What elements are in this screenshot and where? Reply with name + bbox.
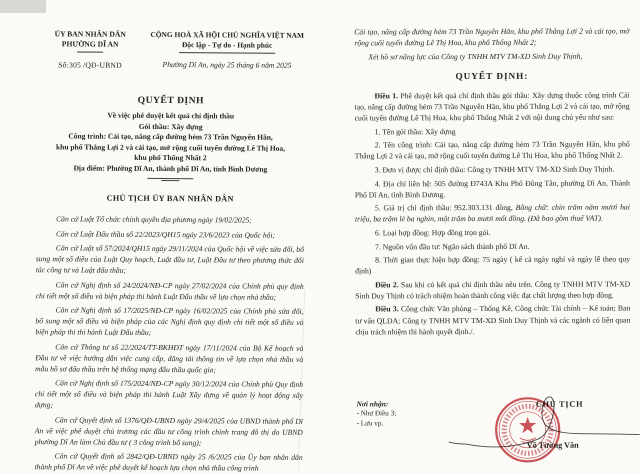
article-1-paragraph — [354, 89, 629, 123]
recital-paragraph: Căn cứ Quyết định số 1376/QĐ-UBND ngày 29/4/2025 của UBND thành phố Dĩ An về việc phê duyệt chủ trương các đầu tư công trình chỉnh trang đô thị do UBND phường Dĩ An làm Chủ đầu tư ( 3 công trình bổ sung); — [34, 414, 303, 447]
article-3-text: Công chức Văn phòng – Thống Kê, Công chức Tài chính – Kế toán; Ban tư vấn QLDA; Công ty TNHH MTV TM-XD Sinh Duy Thịnh và các ngành có liên quan chịu trách nhiệm thi hành quyết định./. — [355, 303, 631, 337]
recitals-block — [35, 213, 305, 474]
recipients-label: Nơi nhận: — [356, 399, 389, 409]
item-paragraph: 4. Địa chỉ liên hệ: 505 đường Đ743A Khu Phố Đông Tân, phường Dĩ An, Thành Phố Dĩ An, tỉnh Bình Dương. — [354, 178, 630, 200]
star-icon — [519, 417, 536, 433]
recipients-block — [357, 399, 397, 429]
document-title: QUYẾT ĐỊNH — [137, 94, 205, 107]
document-number: Số:305 /QĐ-UBND — [58, 60, 122, 70]
header-divider — [77, 51, 103, 52]
recital-paragraph: Căn cứ Thông tư số 22/2024/TT-BKHĐT ngày 17/11/2024 của Bộ Kế hoạch và Đầu tư về việc hướng dẫn việc cung cấp, đăng tải thông tin về lựa chọn nhà thầu và mẫu hồ sơ đấu thầu trên hệ thống mạng đấu thầu quốc gia; — [35, 341, 304, 374]
signer-title: CHỦ TỊCH — [535, 399, 584, 409]
chairman-heading: CHỦ TỊCH ỦY BAN NHÂN DÂN — [106, 193, 234, 204]
article-3-paragraph — [355, 303, 630, 337]
document-subtitle-block — [36, 110, 304, 175]
item-paragraph: 7. Nguồn vốn đầu tư: Ngân sách thành phố Dĩ An. — [375, 241, 530, 251]
motto-divider — [179, 52, 275, 54]
signer-name: Võ Tường Vân — [526, 440, 579, 450]
title-divider — [161, 180, 179, 181]
recital-paragraph: Căn cứ Luật Tổ chức chính quyền địa phương ngày 19/02/2025; — [56, 214, 252, 225]
item-5-paragraph — [355, 202, 630, 225]
recital-paragraph: Căn cứ Quyết định số 2842/QĐ-UBND ngày 25 /6/2025 của Ủy ban nhân dân thành phố Dĩ An về việc phê duyệt kế hoạch lựa chọn nhà thầu công trình — [34, 451, 303, 473]
nation-title: CỘNG HOÀ XÃ HỘI CHỦ NGHĨA VIỆT NAM — [150, 29, 304, 40]
recital-paragraph: Căn cứ Luật số 57/2024/QH15 ngày 29/11/2024 của Quốc hội về việc sửa đổi, bổ sung một số điều của Luật Quy hoạch, Luật đầu tư, Luật Đầu tư theo phương thức đối tác công tư và Luật đấu thầu; — [35, 243, 304, 275]
article-1-text: Phê duyệt kết quả chỉ định thầu gói thầu: Xây dựng thuộc công trình Cải tạo, nâng cấp đường hẻm 73 Trần Nguyên Hãn, khu phố Thắng Lợi 2 và cải tạo, mở rộng cuối tuyến đường Lê Thị Hoa, khu phố Thống Nhất 2 với nội dung chủ yếu như sau: — [354, 90, 630, 123]
recital-paragraph: Căn cứ Nghị định số 175/2024/NĐ-CP ngày 30/12/2024 của Chính phủ Quy định chi tiết một số điều và biện pháp thi hành Luật Xây dựng về quản lý hoạt động xây dựng; — [34, 378, 304, 410]
item-paragraph: 3. Đơn vị được chỉ định thầu: Công ty TNHH MTV TM-XD Sinh Duy Thịnh. — [374, 164, 615, 175]
article-1-label: Điều 1. — [374, 91, 399, 101]
subtitle-line: Công trình: Cải tạo, nâng cấp đường hẻm 73 Trần Nguyên Hãn, — [68, 131, 273, 142]
subtitle-line: Địa điểm: Phường Dĩ An, thành phố Dĩ An, tỉnh Bình Dương — [73, 163, 268, 174]
lead-paragraph: Xét hồ sơ năng lực của Công ty TNHH MTV TM-XD Sinh Duy Thịnh, — [368, 51, 583, 62]
official-seal-stamp — [493, 395, 563, 465]
recipient-line: - Như Điều 3; — [356, 409, 397, 418]
national-motto-block — [149, 30, 305, 72]
item-paragraph: 8. Thời gian thực hiện hợp đồng: 75 ngày ( kể cả ngày nghỉ và ngày lễ theo quy định) — [355, 254, 631, 276]
document-header — [37, 29, 305, 72]
date-line: Phường Dĩ An, ngày 25 tháng 6 năm 2025 — [162, 60, 292, 70]
article-2-text: Sau khi có kết quả chỉ định thầu nêu trên. Công ty TNHH MTV TM-XD Sinh Duy Thịnh có trách nhiệm hoàn thành công việc đạt chất lượng theo hợp đồng. — [355, 279, 631, 301]
article-2-label: Điều 2. — [375, 280, 399, 290]
subtitle-line: khu phố Thắng Lợi 2 và cải tạo, mở rộng cuối tuyến đường Lê Thị Hoa, — [55, 142, 286, 153]
subtitle-line: Về việc phê duyệt kết quả chỉ định thầu — [107, 110, 235, 121]
title-divider — [147, 177, 193, 178]
lead-paragraph: Cải tạo, nâng cấp đường hẻm 73 Trần Nguyên Hãn, khu phố Thắng Lợi 2 và cải tạo, mở rộng cuối tuyến đường Lê Thị Hoa, khu phố Thống Nhất 2; — [354, 26, 630, 48]
article-2-paragraph — [355, 278, 630, 301]
page-2 — [319, 0, 640, 470]
articles-block — [354, 89, 630, 337]
authority-name-line2: PHƯỜNG DĨ AN — [61, 39, 119, 49]
item-paragraph: 6. Loại hợp đồng: Hợp đồng trọn gói. — [374, 227, 491, 238]
item-5-amount: 5. Giá trị chỉ định thầu: 952.303.131 đồng, — [374, 203, 516, 213]
subtitle-line: Gói thầu: Xây dựng — [138, 121, 203, 131]
item-5-words: Bằng chữ: chín trăm năm mươi hai triệu, ba trăm lẻ ba nghìn, một trăm ba mươi mốt đồng. (Đã bao gồm thuế VAT). — [354, 202, 630, 224]
recital-paragraph: Căn cứ Nghị định số 24/2024/NĐ-CP ngày 27/02/2024 của Chính phủ quy định chi tiết một số điều và biện pháp thi hành Luật Đấu thầu về lựa chọn nhà thầu; — [35, 279, 304, 302]
item-paragraph: 2. Tên công trình: Cải tạo, nâng cấp đường hẻm 73 Trần Nguyên Hãn, khu phố Thắng Lợi 2 và cải tạo, mở rộng cuối tuyến đường Lê Thị Hoa, khu phố Thống Nhất 2. — [354, 139, 630, 161]
lead-block — [354, 25, 629, 62]
recital-paragraph: Căn cứ Luật Đấu thầu số 22/2023/QH15 ngày 23/6/2023 của Quốc hội; — [55, 228, 276, 240]
recital-paragraph: Căn cứ Nghị định số 17/2025/NĐ-CP ngày 16/02/2025 của Chính phủ sửa đổi, bổ sung một số điều và biện pháp của các Nghị định quy định chi tiết một số điều và biện pháp thi thi hành Luật Đấu thầu; — [35, 305, 304, 338]
item-paragraph: 1. Tên gói thầu: Xây dựng — [374, 126, 456, 137]
issuing-authority-block — [37, 29, 143, 71]
authority-name-line1: ỦY BAN NHÂN DÂN — [54, 29, 126, 39]
motto-line: Độc lập - Tự do - Hạnh phúc — [181, 40, 273, 50]
article-3-label: Điều 3. — [375, 304, 399, 314]
recipient-line: - Lưu vp. — [356, 418, 384, 428]
decision-heading: QUYẾT ĐỊNH: — [455, 70, 529, 81]
subtitle-line: khu phố Thống Nhất 2 — [134, 153, 207, 163]
